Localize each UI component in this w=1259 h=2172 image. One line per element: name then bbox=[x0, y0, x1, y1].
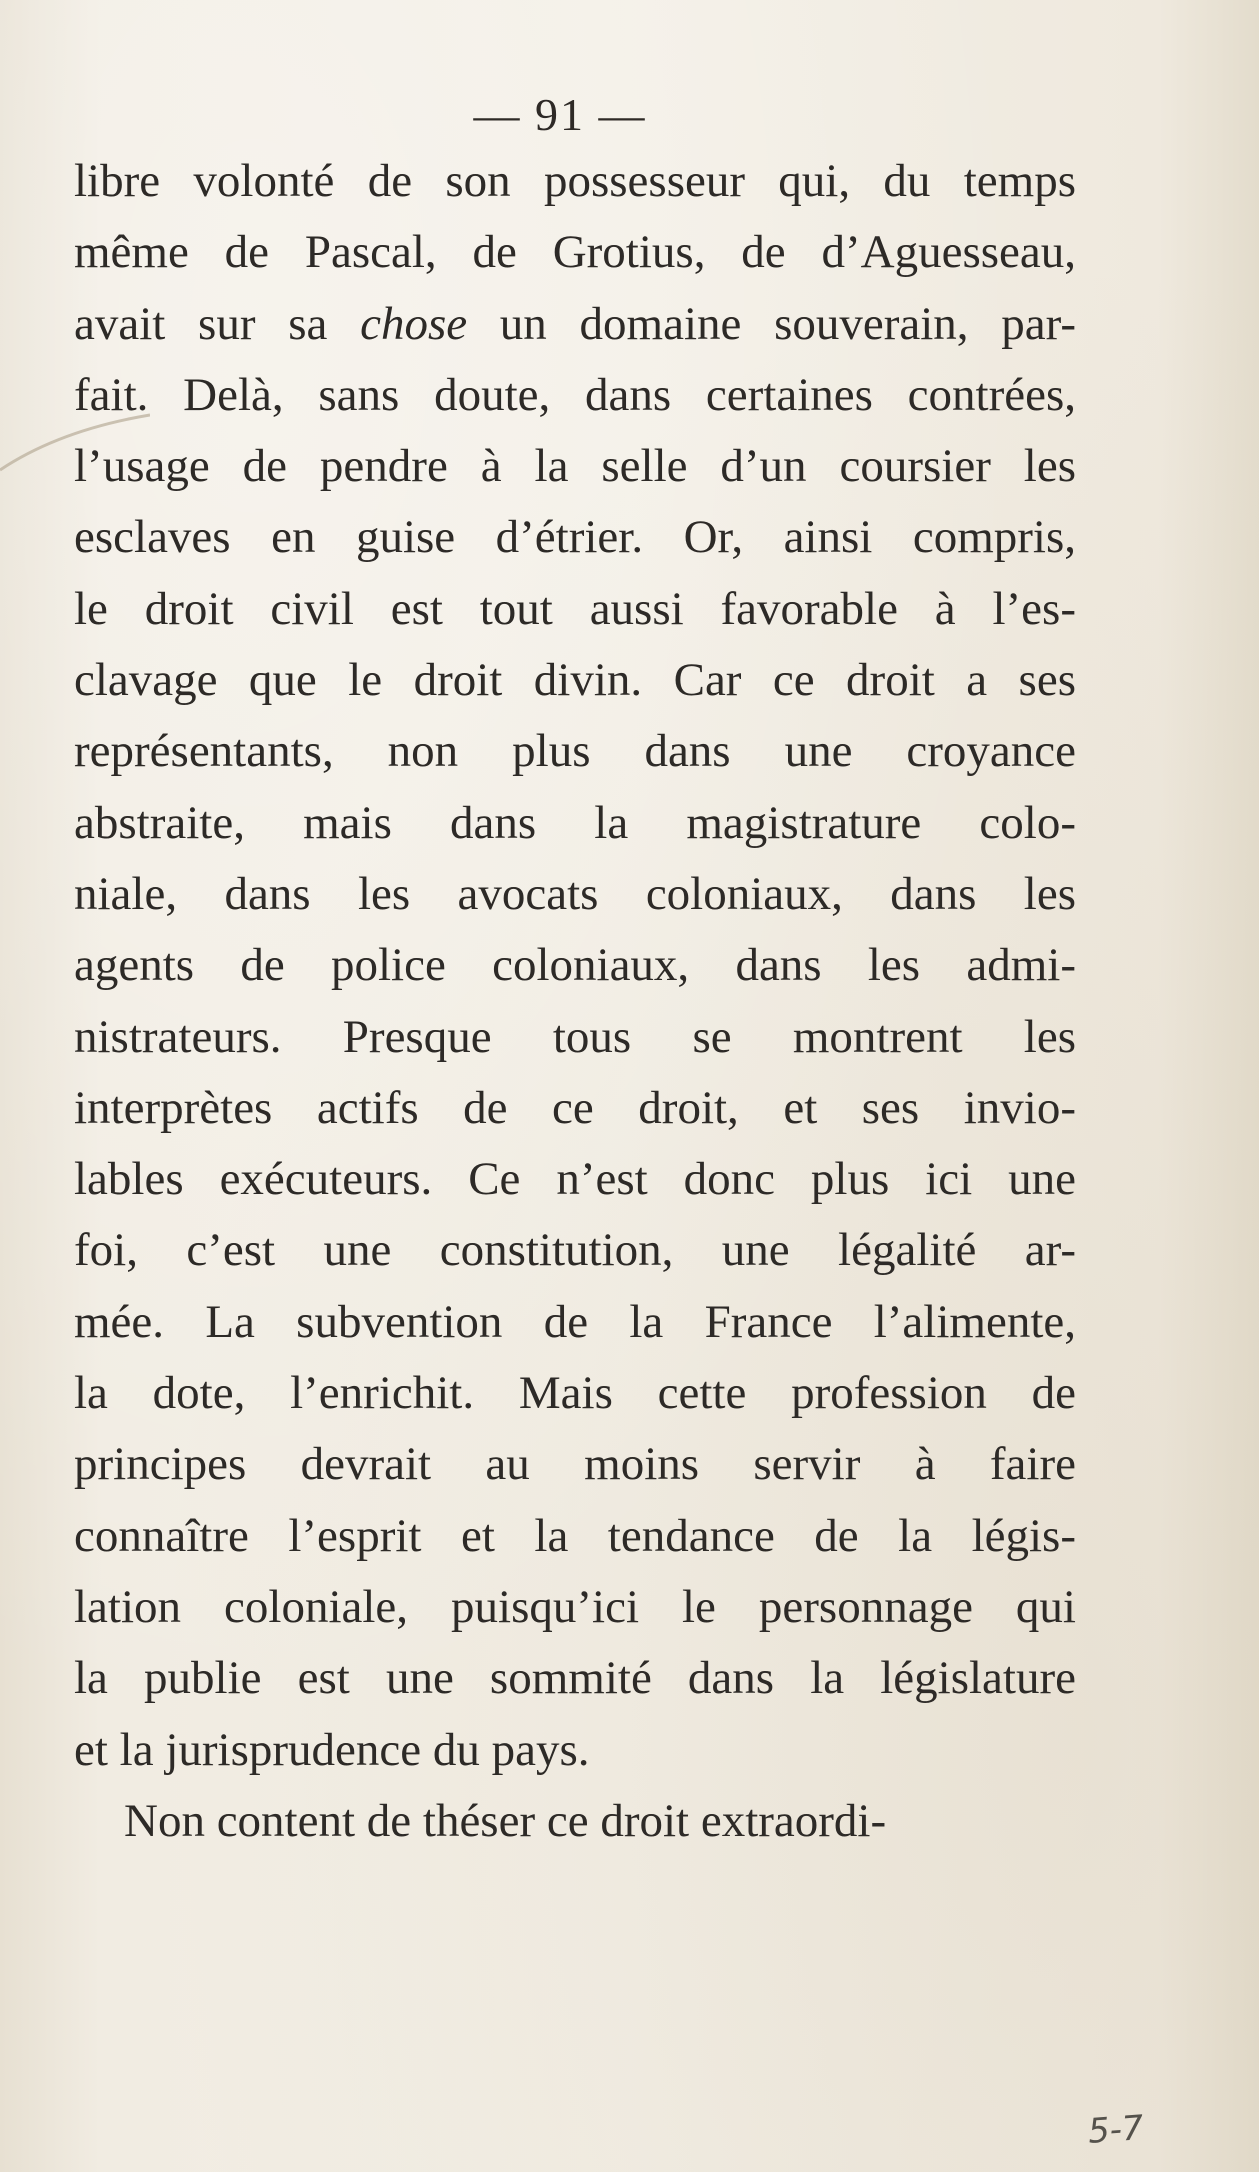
text-line: clavage que le droit divin. Car ce droit a ses bbox=[74, 654, 1076, 707]
text-line: Non content de théser ce droit extraordi- bbox=[124, 1794, 887, 1847]
text-line: mée. La subvention de la France l’alimente, bbox=[74, 1295, 1076, 1348]
text-line: l’usage de pendre à la selle d’un coursier les bbox=[74, 440, 1076, 493]
text-line: et la jurisprudence du pays. bbox=[74, 1723, 590, 1776]
text-line: libre volonté de son possesseur qui, du temps bbox=[74, 155, 1076, 207]
text-line: la dote, l’enrichit. Mais cette profession de bbox=[74, 1367, 1076, 1420]
text-line: la publie est une sommité dans la législature bbox=[74, 1652, 1076, 1705]
italic-word: chose bbox=[360, 297, 468, 350]
text-line: avait sur sa chose un domaine souverain, par- bbox=[74, 297, 1076, 350]
text-line: abstraite, mais dans la magistrature colo- bbox=[74, 796, 1076, 849]
text-line: lables exécuteurs. Ce n’est donc plus ici une bbox=[74, 1153, 1076, 1206]
text-line: agents de police coloniaux, dans les admi- bbox=[74, 939, 1076, 992]
text-line: esclaves en guise d’étrier. Or, ainsi compris, bbox=[74, 511, 1076, 564]
text-line: connaître l’esprit et la tendance de la légis- bbox=[74, 1509, 1076, 1562]
text-line: niale, dans les avocats coloniaux, dans les bbox=[74, 867, 1076, 920]
text-line: nistrateurs. Presque tous se montrent les bbox=[74, 1010, 1076, 1063]
page-number: — 91 — bbox=[473, 89, 647, 140]
text-line: lation coloniale, puisqu’ici le personnage qui bbox=[74, 1580, 1076, 1633]
body-text bbox=[74, 146, 1076, 1857]
text-line: interprètes actifs de ce droit, et ses invio- bbox=[74, 1081, 1076, 1134]
text-line: fait. Delà, sans doute, dans certaines contrées, bbox=[74, 368, 1076, 421]
text-line: même de Pascal, de Grotius, de d’Aguesseau, bbox=[74, 226, 1076, 279]
text-line: principes devrait au moins servir à faire bbox=[74, 1438, 1076, 1491]
handwritten-corner-mark: 5-7 bbox=[1086, 2108, 1145, 2152]
text-line: représentants, non plus dans une croyance bbox=[74, 725, 1076, 778]
text-line: foi, c’est une constitution, une légalité ar- bbox=[74, 1224, 1076, 1277]
text-line: le droit civil est tout aussi favorable à l’es- bbox=[74, 582, 1076, 635]
